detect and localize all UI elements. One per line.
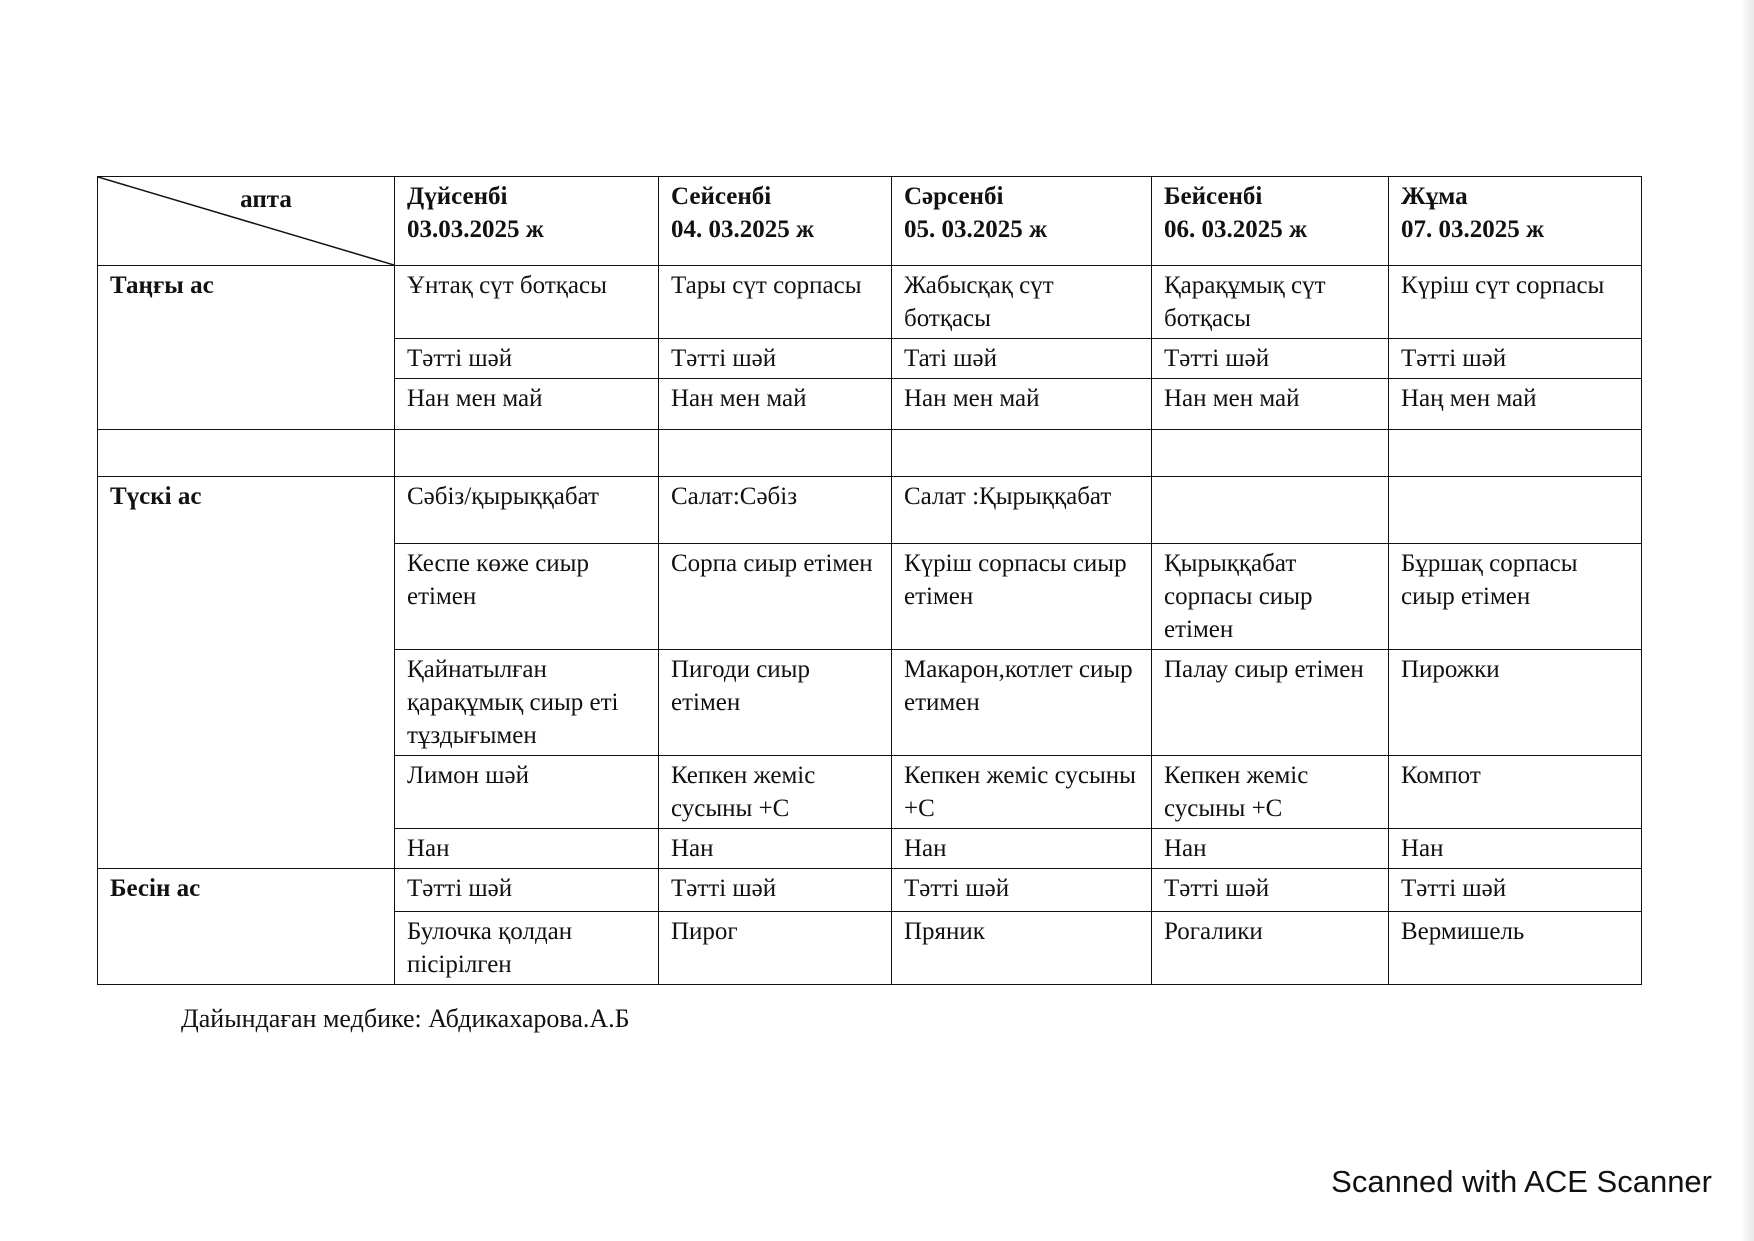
menu-cell: Пирожки [1389, 650, 1642, 756]
menu-cell: Тәтті шәй [395, 869, 659, 912]
corner-cell [98, 177, 395, 266]
menu-cell: Нан [1152, 829, 1389, 869]
menu-cell: Сорпа сиыр етімен [659, 544, 892, 650]
menu-cell: Нан мен май [892, 379, 1152, 430]
menu-cell: Кепкен жеміс сусыны +С [659, 756, 892, 829]
menu-cell: Нан [1389, 829, 1642, 869]
day-header: Дүйсенбі 03.03.2025 ж [395, 177, 659, 266]
menu-cell: Тәтті шәй [892, 869, 1152, 912]
meal-label-snack: Бесін ас [98, 869, 395, 985]
menu-cell [1389, 477, 1642, 544]
menu-cell: Наң мен май [1389, 379, 1642, 430]
menu-cell: Қырыққабат сорпасы сиыр етімен [1152, 544, 1389, 650]
meal-label-lunch: Түскі ас [98, 477, 395, 869]
menu-cell: Рогалики [1152, 912, 1389, 985]
meal-label-breakfast: Таңғы ас [98, 266, 395, 430]
day-header: Сәрсенбі 05. 03.2025 ж [892, 177, 1152, 266]
day-header: Сейсенбі 04. 03.2025 ж [659, 177, 892, 266]
menu-cell [1152, 477, 1389, 544]
day-header: Жұма 07. 03.2025 ж [1389, 177, 1642, 266]
menu-cell: Компот [1389, 756, 1642, 829]
empty-cell [1389, 430, 1642, 477]
menu-cell: Макарон,котлет сиыр етимен [892, 650, 1152, 756]
empty-cell [1152, 430, 1389, 477]
menu-cell: Тәтті шәй [1389, 869, 1642, 912]
menu-cell: Булочка қолдан пісірілген [395, 912, 659, 985]
prepared-by-note: Дайындаған медбике: Абдикахарова.А.Б [181, 1004, 630, 1033]
menu-cell: Пирог [659, 912, 892, 985]
menu-cell: Салат:Сәбіз [659, 477, 892, 544]
table-header-row [98, 177, 1642, 266]
menu-cell: Күріш сорпасы сиыр етімен [892, 544, 1152, 650]
menu-cell: Жабысқақ сүт ботқасы [892, 266, 1152, 339]
menu-cell: Нан мен май [659, 379, 892, 430]
menu-cell: Палау сиыр етімен [1152, 650, 1389, 756]
table-row [98, 869, 1642, 912]
menu-cell: Тәтті шәй [1389, 339, 1642, 379]
menu-cell: Кепкен жеміс сусыны +С [892, 756, 1152, 829]
menu-cell: Нан [892, 829, 1152, 869]
menu-cell: Қайнатылған қарақұмық сиыр еті тұздығымен [395, 650, 659, 756]
menu-cell: Вермишель [1389, 912, 1642, 985]
menu-cell: Нан мен май [1152, 379, 1389, 430]
empty-cell [892, 430, 1152, 477]
menu-cell: Нан [659, 829, 892, 869]
day-header: Бейсенбі 06. 03.2025 ж [1152, 177, 1389, 266]
table-row [98, 266, 1642, 339]
menu-cell: Нан [395, 829, 659, 869]
empty-cell [659, 430, 892, 477]
scanner-watermark: Scanned with ACE Scanner [1331, 1164, 1712, 1199]
menu-cell: Сәбіз/қырыққабат [395, 477, 659, 544]
menu-cell: Пигоди сиыр етімен [659, 650, 892, 756]
menu-cell: Ұнтақ сүт ботқасы [395, 266, 659, 339]
menu-cell: Тары сүт сорпасы [659, 266, 892, 339]
menu-cell: Лимон шәй [395, 756, 659, 829]
weekly-menu-table [97, 176, 1642, 985]
table-row [98, 477, 1642, 544]
menu-cell: Пряник [892, 912, 1152, 985]
menu-cell: Күріш сүт сорпасы [1389, 266, 1642, 339]
menu-cell: Таті шәй [892, 339, 1152, 379]
menu-cell: Тәтті шәй [1152, 869, 1389, 912]
menu-cell: Кепкен жеміс сусыны +С [1152, 756, 1389, 829]
empty-row [98, 430, 1642, 477]
menu-cell: Нан мен май [395, 379, 659, 430]
menu-cell: Тәтті шәй [659, 339, 892, 379]
menu-cell: Тәтті шәй [659, 869, 892, 912]
week-label: апта [240, 186, 292, 213]
menu-cell: Тәтті шәй [1152, 339, 1389, 379]
menu-cell: Қарақұмық сүт ботқасы [1152, 266, 1389, 339]
empty-cell [98, 430, 395, 477]
menu-cell: Кеспе көже сиыр етімен [395, 544, 659, 650]
menu-cell: Бұршақ сорпасы сиыр етімен [1389, 544, 1642, 650]
menu-cell: Тәтті шәй [395, 339, 659, 379]
menu-cell: Салат :Қырыққабат [892, 477, 1152, 544]
empty-cell [395, 430, 659, 477]
page-edge-shadow [1740, 0, 1754, 1241]
